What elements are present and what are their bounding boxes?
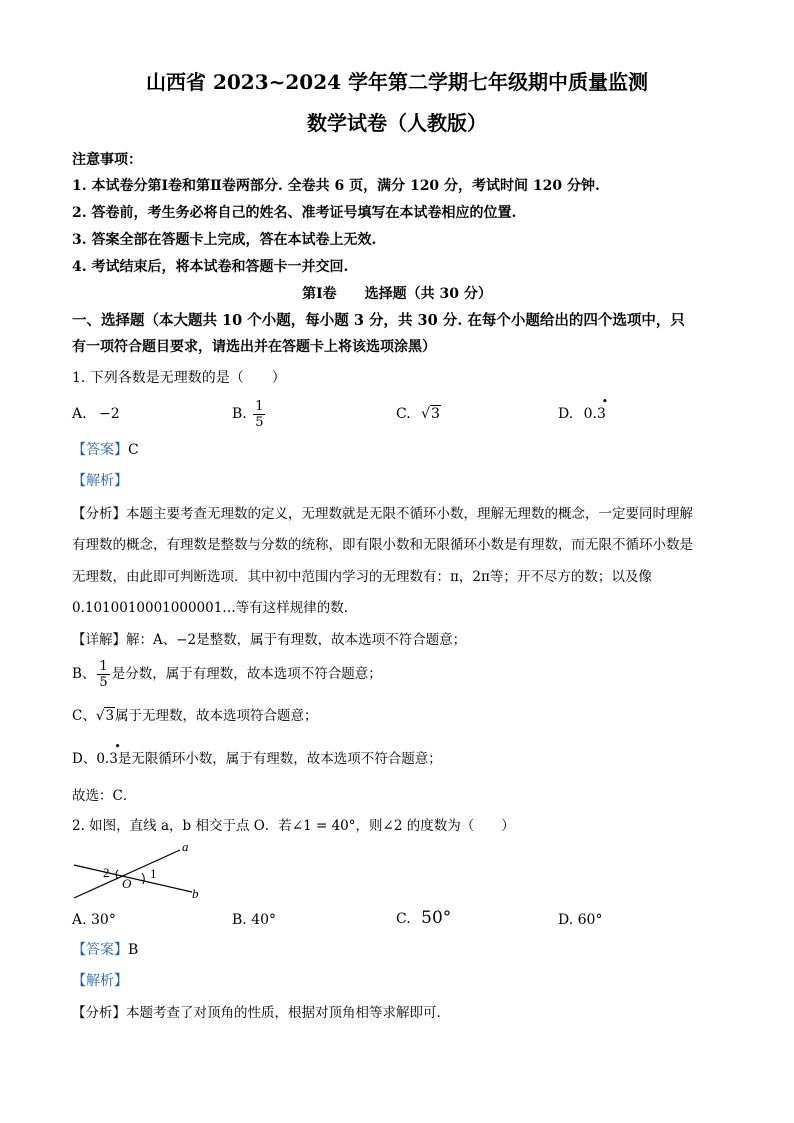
q1-conclusion: 故选：C．: [72, 788, 137, 804]
label-2: 2: [103, 865, 110, 880]
fraction-denominator: 5: [255, 414, 264, 430]
detail-text: 是无限循环小数，属于有理数，故本选项不符合题意；: [117, 751, 442, 767]
fraction-numerator: 1: [255, 398, 264, 414]
q1-analysis-tag: [72, 471, 128, 491]
repeating-decimal: [96, 740, 121, 769]
detail-fraction: [97, 659, 109, 690]
q1-option-b-fraction: [253, 399, 265, 430]
detail-tag: 【详解】: [72, 632, 126, 648]
q1-detail-c: [72, 706, 318, 726]
volume-title: 第Ⅰ卷 选择题（共 30 分）: [302, 286, 492, 302]
answer-value: B: [128, 942, 139, 958]
detail-prefix: B、: [72, 666, 96, 682]
q2-option-c-label: C.: [396, 911, 411, 927]
q1-option-a-value: −2: [99, 406, 120, 422]
fraction-numerator: 1: [99, 659, 108, 674]
q1-detail-d: [72, 740, 442, 769]
decimal-value: 0.3: [96, 751, 118, 767]
fenxi-text: 本题主要考查无理数的定义，无理数就是无限不循环小数，理解无理数的概念，一定要同时理解: [126, 506, 693, 522]
fenxi-text: 本题考查了对顶角的性质，根据对顶角相等求解即可．: [126, 1005, 450, 1021]
q2-option-c-value: 50°: [421, 908, 452, 928]
decimal-value: 0.3: [583, 406, 606, 422]
q1-option-b: [232, 396, 267, 432]
label-1: 1: [150, 866, 157, 881]
part-instructions-cont: 有一项符合题目要求，请选出并在答题卡上将该选项涂黑）: [72, 339, 436, 355]
q2-option-d: D. 60°: [558, 912, 603, 928]
notes-item: 1. 本试卷分第Ⅰ卷和第Ⅱ卷两部分. 全卷共 6 页，满分 120 分，考试时间 120 分钟.: [72, 178, 600, 194]
q2-analysis-tag: [72, 971, 128, 991]
q1-fenxi-line: 有理数的概念，有理数是整数与分数的统称，即有限小数和无限循环小数是有理数，而无限不循环小数是: [72, 537, 693, 553]
label-a: a: [182, 839, 189, 854]
q1-option-b-label: B.: [232, 406, 247, 422]
detail-prefix: C、: [72, 708, 96, 724]
q1-detail-a: [72, 630, 466, 650]
q1-detail-b: [72, 656, 382, 692]
analysis-tag: 【解析】: [72, 473, 128, 489]
q1-option-a: [72, 404, 120, 424]
detail-prefix: D、: [72, 751, 97, 767]
notes-heading: 注意事项：: [72, 152, 142, 168]
q2-stem: 2. 如图，直线 a，b 相交于点 O．若∠1 = 40°，则∠2 的度数为（ ）: [72, 818, 515, 834]
repeat-dot: •: [601, 395, 609, 408]
analysis-tag: 【解析】: [72, 973, 128, 989]
repeating-decimal: [583, 395, 609, 424]
notes-item: 2. 答卷前，考生务必将自己的姓名、准考证号填写在本试卷相应的位置.: [72, 205, 517, 221]
line-b: [74, 865, 192, 892]
part-instructions: 一、选择题（本大题共 10 个小题，每小题 3 分，共 30 分. 在每个小题给出的四个选项中，只: [72, 312, 685, 329]
q1-option-c-label: C.: [396, 406, 411, 422]
q2-option-a: A. 30°: [72, 912, 116, 928]
notes-item: 4. 考试结束后，将本试卷和答题卡一并交回.: [72, 259, 349, 275]
q1-stem: 1. 下列各数是无理数的是（ ）: [72, 370, 286, 386]
q2-fenxi-line: [72, 1003, 450, 1023]
exam-subtitle: 数学试卷（人教版）: [307, 111, 487, 135]
q2-figure: [70, 838, 210, 904]
angle-1-arc: [142, 873, 144, 884]
detail-text: 解：A、−2是整数，属于有理数，故本选项不符合题意；: [126, 632, 467, 648]
q1-option-d: [558, 395, 609, 424]
q2-answer: [72, 940, 138, 960]
fenxi-tag: 【分析】: [72, 1005, 126, 1021]
exam-title: 山西省 2023~2024 学年第二学期七年级期中质量监测: [145, 70, 648, 94]
q1-fenxi-line: 无理数，由此即可判断选项．其中初中范围内学习的无理数有：π，2π等；开不尽方的数；以及像: [72, 569, 652, 585]
q1-fenxi-line: 0.1010010001000001…等有这样规律的数．: [72, 600, 358, 616]
q1-fenxi-line: [72, 504, 693, 524]
q2-option-c: [396, 908, 451, 929]
q2-option-b: B. 40°: [232, 912, 277, 928]
q1-option-c: [396, 404, 441, 424]
answer-value: C: [128, 442, 139, 458]
fenxi-tag: 【分析】: [72, 506, 126, 522]
sqrt-symbol: √3: [421, 406, 440, 422]
label-o: O: [122, 876, 132, 891]
answer-tag: 【答案】: [72, 942, 128, 958]
q1-answer: [72, 440, 139, 460]
repeat-dot: •: [114, 740, 121, 753]
detail-text: 属于无理数，故本选项符合题意；: [115, 708, 318, 724]
q1-option-a-label: A.: [72, 406, 87, 422]
label-b: b: [192, 886, 199, 901]
sqrt-symbol: √3: [95, 708, 115, 724]
q1-option-d-label: D.: [558, 406, 574, 422]
detail-text: 是分数，属于有理数，故本选项不符合题意；: [111, 666, 382, 682]
answer-tag: 【答案】: [72, 442, 128, 458]
fraction-denominator: 5: [99, 675, 108, 690]
radicand: 3: [105, 708, 115, 724]
notes-item: 3. 答案全部在答题卡上完成，答在本试卷上无效.: [72, 232, 377, 248]
radicand: 3: [431, 406, 440, 422]
